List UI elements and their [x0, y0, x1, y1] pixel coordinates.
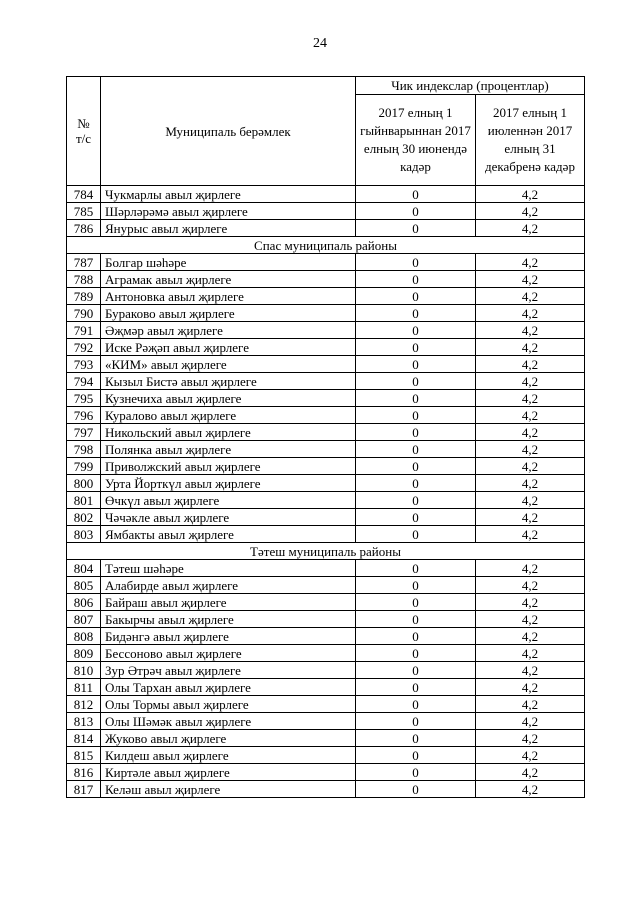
row-number: 786: [67, 220, 101, 237]
index-period1: 0: [356, 696, 476, 713]
table-row: [67, 254, 585, 271]
index-period1: 0: [356, 475, 476, 492]
row-number: 807: [67, 611, 101, 628]
row-number: 809: [67, 645, 101, 662]
index-period2: 4,2: [476, 390, 585, 407]
index-period2: 4,2: [476, 339, 585, 356]
index-period1: 0: [356, 645, 476, 662]
table-row: [67, 662, 585, 679]
index-period1: 0: [356, 203, 476, 220]
header-period1: 2017 елның 1 гыйнварыннан 2017 елның 30 июнендә кадәр: [356, 95, 476, 186]
index-period1: 0: [356, 560, 476, 577]
index-period2: 4,2: [476, 781, 585, 798]
index-period1: 0: [356, 356, 476, 373]
table-row: [67, 645, 585, 662]
table-row: [67, 458, 585, 475]
table-row: [67, 424, 585, 441]
row-number: 784: [67, 186, 101, 203]
table-body: [67, 186, 585, 798]
header-num-line2: т/с: [75, 131, 92, 146]
row-number: 797: [67, 424, 101, 441]
municipality-name: Куралово авыл җирлеге: [101, 407, 356, 424]
header-group: Чик индекслар (процентлар): [356, 77, 585, 95]
header-num: [67, 77, 101, 186]
table-row: [67, 305, 585, 322]
municipality-name: Урта Йорткүл авыл җирлеге: [101, 475, 356, 492]
municipality-name: Бураково авыл җирлеге: [101, 305, 356, 322]
index-period1: 0: [356, 764, 476, 781]
municipality-name: Аграмак авыл җирлеге: [101, 271, 356, 288]
municipality-name: Чукмарлы авыл җирлеге: [101, 186, 356, 203]
index-period2: 4,2: [476, 271, 585, 288]
index-period1: 0: [356, 390, 476, 407]
municipality-name: Зур Әтрәч авыл җирлеге: [101, 662, 356, 679]
row-number: 816: [67, 764, 101, 781]
index-period1: 0: [356, 220, 476, 237]
index-period2: 4,2: [476, 203, 585, 220]
municipality-name: Полянка авыл җирлеге: [101, 441, 356, 458]
row-number: 810: [67, 662, 101, 679]
row-number: 814: [67, 730, 101, 747]
table-row: [67, 747, 585, 764]
index-period2: 4,2: [476, 577, 585, 594]
row-number: 813: [67, 713, 101, 730]
table-row: [67, 339, 585, 356]
index-period1: 0: [356, 288, 476, 305]
index-period1: 0: [356, 628, 476, 645]
index-period1: 0: [356, 373, 476, 390]
row-number: 806: [67, 594, 101, 611]
row-number: 802: [67, 509, 101, 526]
municipality-name: Әҗмәр авыл җирлеге: [101, 322, 356, 339]
row-number: 794: [67, 373, 101, 390]
index-period2: 4,2: [476, 424, 585, 441]
index-period1: 0: [356, 713, 476, 730]
index-period2: 4,2: [476, 679, 585, 696]
table-row: [67, 713, 585, 730]
municipality-name: Килдеш авыл җирлеге: [101, 747, 356, 764]
table-row: [67, 390, 585, 407]
table-row: [67, 407, 585, 424]
index-period1: 0: [356, 526, 476, 543]
row-number: 793: [67, 356, 101, 373]
table-row: [67, 730, 585, 747]
table-row: [67, 322, 585, 339]
index-period1: 0: [356, 509, 476, 526]
section-title: Тәтеш муниципаль районы: [67, 543, 585, 560]
row-number: 798: [67, 441, 101, 458]
municipality-name: Бидәнгә авыл җирлеге: [101, 628, 356, 645]
municipality-name: Болгар шәһәре: [101, 254, 356, 271]
row-number: 801: [67, 492, 101, 509]
municipality-name: Келәш авыл җирлеге: [101, 781, 356, 798]
index-period1: 0: [356, 424, 476, 441]
index-period1: 0: [356, 730, 476, 747]
municipality-name: Алабирде авыл җирлеге: [101, 577, 356, 594]
table-row: [67, 577, 585, 594]
table-row: [67, 526, 585, 543]
row-number: 804: [67, 560, 101, 577]
index-period2: 4,2: [476, 322, 585, 339]
header-period2: 2017 елның 1 июленнән 2017 елның 31 декабренә кадәр: [476, 95, 585, 186]
table-row: [67, 492, 585, 509]
index-period2: 4,2: [476, 594, 585, 611]
table-row: [67, 186, 585, 203]
index-period2: 4,2: [476, 662, 585, 679]
index-period2: 4,2: [476, 186, 585, 203]
index-period2: 4,2: [476, 628, 585, 645]
index-period2: 4,2: [476, 305, 585, 322]
index-period2: 4,2: [476, 713, 585, 730]
municipality-name: Киртәле авыл җирлеге: [101, 764, 356, 781]
municipality-name: Иске Рәҗәп авыл җирлеге: [101, 339, 356, 356]
table-row: [67, 288, 585, 305]
index-period1: 0: [356, 458, 476, 475]
index-period2: 4,2: [476, 288, 585, 305]
row-number: 805: [67, 577, 101, 594]
row-number: 799: [67, 458, 101, 475]
municipality-name: Ямбакты авыл җирлеге: [101, 526, 356, 543]
index-period1: 0: [356, 781, 476, 798]
row-number: 812: [67, 696, 101, 713]
index-period1: 0: [356, 594, 476, 611]
table-row: [67, 441, 585, 458]
municipality-name: Олы Тархан авыл җирлеге: [101, 679, 356, 696]
table-row: [67, 271, 585, 288]
index-period2: 4,2: [476, 407, 585, 424]
index-period2: 4,2: [476, 254, 585, 271]
section-row: [67, 543, 585, 560]
index-period2: 4,2: [476, 764, 585, 781]
table-row: [67, 220, 585, 237]
row-number: 788: [67, 271, 101, 288]
table-row: [67, 628, 585, 645]
municipality-name: Чәчәкле авыл җирлеге: [101, 509, 356, 526]
table-row: [67, 509, 585, 526]
index-period1: 0: [356, 441, 476, 458]
row-number: 808: [67, 628, 101, 645]
index-period2: 4,2: [476, 696, 585, 713]
index-period2: 4,2: [476, 747, 585, 764]
row-number: 795: [67, 390, 101, 407]
data-table: [66, 76, 585, 798]
table-row: [67, 679, 585, 696]
row-number: 790: [67, 305, 101, 322]
row-number: 815: [67, 747, 101, 764]
header-num-line1: №: [77, 116, 90, 131]
row-number: 796: [67, 407, 101, 424]
index-period1: 0: [356, 254, 476, 271]
municipality-name: Кызыл Бистә авыл җирлеге: [101, 373, 356, 390]
row-number: 791: [67, 322, 101, 339]
index-period2: 4,2: [476, 458, 585, 475]
page-number: 24: [313, 36, 327, 51]
index-period2: 4,2: [476, 526, 585, 543]
index-period1: 0: [356, 662, 476, 679]
table-row: [67, 203, 585, 220]
municipality-name: Шәрләрәмә авыл җирлеге: [101, 203, 356, 220]
index-period1: 0: [356, 747, 476, 764]
table-row: [67, 356, 585, 373]
municipality-name: Өчкүл авыл җирлеге: [101, 492, 356, 509]
table-row: [67, 560, 585, 577]
row-number: 785: [67, 203, 101, 220]
row-number: 817: [67, 781, 101, 798]
index-period1: 0: [356, 339, 476, 356]
municipality-name: Янурыс авыл җирлеге: [101, 220, 356, 237]
municipality-name: Байраш авыл җирлеге: [101, 594, 356, 611]
index-period1: 0: [356, 611, 476, 628]
municipality-name: Никольский авыл җирлеге: [101, 424, 356, 441]
header-name: Муниципаль берәмлек: [101, 77, 356, 186]
table-header: [67, 77, 585, 186]
municipality-name: Жуково авыл җирлеге: [101, 730, 356, 747]
index-period1: 0: [356, 322, 476, 339]
row-number: 803: [67, 526, 101, 543]
index-period2: 4,2: [476, 509, 585, 526]
municipality-name: Кузнечиха авыл җирлеге: [101, 390, 356, 407]
table-row: [67, 611, 585, 628]
municipality-name: Бессоново авыл җирлеге: [101, 645, 356, 662]
index-period2: 4,2: [476, 220, 585, 237]
section-title: Спас муниципаль районы: [67, 237, 585, 254]
table-row: [67, 696, 585, 713]
municipality-name: Олы Тормы авыл җирлеге: [101, 696, 356, 713]
municipality-name: Тәтеш шәһәре: [101, 560, 356, 577]
index-period1: 0: [356, 679, 476, 696]
municipality-name: Приволжский авыл җирлеге: [101, 458, 356, 475]
index-period1: 0: [356, 492, 476, 509]
table-row: [67, 781, 585, 798]
table-row: [67, 594, 585, 611]
table-row: [67, 764, 585, 781]
index-period2: 4,2: [476, 730, 585, 747]
row-number: 800: [67, 475, 101, 492]
row-number: 792: [67, 339, 101, 356]
table-row: [67, 373, 585, 390]
index-period2: 4,2: [476, 611, 585, 628]
index-period1: 0: [356, 577, 476, 594]
table-row: [67, 475, 585, 492]
row-number: 787: [67, 254, 101, 271]
index-period2: 4,2: [476, 560, 585, 577]
row-number: 789: [67, 288, 101, 305]
municipality-name: Бакырчы авыл җирлеге: [101, 611, 356, 628]
index-period1: 0: [356, 305, 476, 322]
municipality-name: «КИМ» авыл җирлеге: [101, 356, 356, 373]
index-period2: 4,2: [476, 492, 585, 509]
municipality-name: Олы Шәмәк авыл җирлеге: [101, 713, 356, 730]
index-period2: 4,2: [476, 441, 585, 458]
index-period1: 0: [356, 407, 476, 424]
index-period1: 0: [356, 186, 476, 203]
index-period1: 0: [356, 271, 476, 288]
index-period2: 4,2: [476, 475, 585, 492]
index-period2: 4,2: [476, 373, 585, 390]
index-period2: 4,2: [476, 356, 585, 373]
municipality-name: Антоновка авыл җирлеге: [101, 288, 356, 305]
index-period2: 4,2: [476, 645, 585, 662]
section-row: [67, 237, 585, 254]
row-number: 811: [67, 679, 101, 696]
